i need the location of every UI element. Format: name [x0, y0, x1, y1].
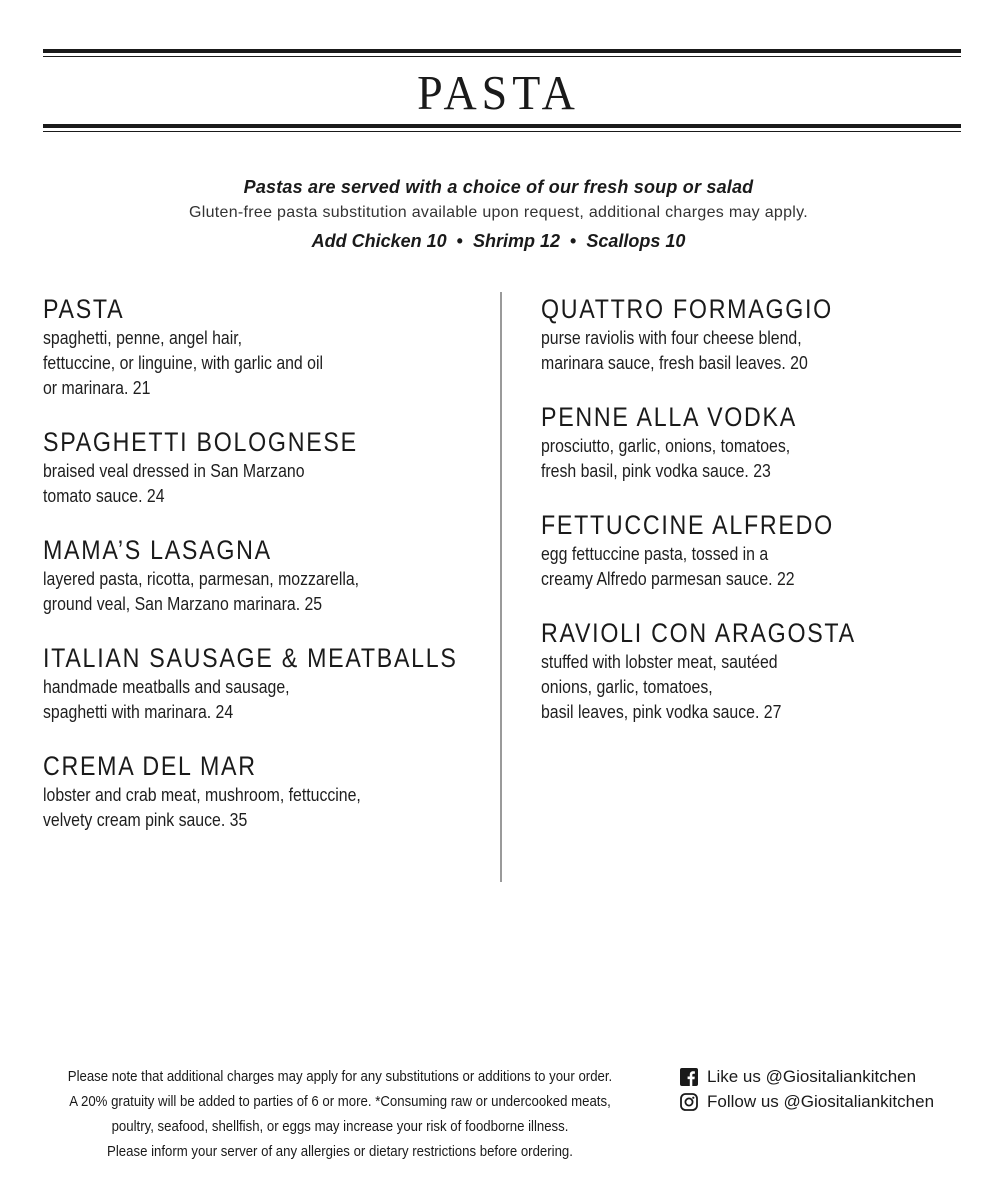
desc-line: basil leaves, pink vodka sauce. 27	[541, 702, 782, 722]
desc-line: spaghetti, penne, angel hair,	[43, 328, 243, 348]
footer-disclaimer	[67, 1064, 613, 1164]
addon-separator: •	[570, 231, 577, 251]
desc-line: egg fettuccine pasta, tossed in a	[541, 544, 769, 564]
menu-item-description	[43, 783, 483, 833]
desc-line: prosciutto, garlic, onions, tomatoes,	[541, 436, 791, 456]
intro-gluten-note: Gluten-free pasta substitution available upon request, additional charges may apply.	[188, 204, 809, 221]
facebook-handle: Like us @Giositaliankitchen	[707, 1067, 917, 1086]
menu-item-fettuccine-alfredo	[541, 508, 981, 592]
menu-item-quattro-formaggio	[541, 292, 981, 376]
addon-shrimp: Shrimp 12	[472, 231, 560, 251]
desc-line: braised veal dressed in San Marzano	[43, 461, 305, 481]
menu-item-name: PASTA	[43, 294, 125, 324]
top-rule-thick	[43, 49, 961, 53]
footer-line: Please inform your server of any allergies or dietary restrictions before ordering.	[107, 1143, 573, 1160]
menu-item-pasta	[43, 292, 483, 401]
menu-item-name: PENNE ALLA VODKA	[541, 402, 797, 432]
desc-line: lobster and crab meat, mushroom, fettuccine,	[43, 785, 361, 805]
desc-line: onions, garlic, tomatoes,	[541, 677, 713, 697]
intro-addons	[0, 226, 997, 256]
desc-line: marinara sauce, fresh basil leaves. 20	[541, 353, 808, 373]
desc-line: velvety cream pink sauce. 35	[43, 810, 248, 830]
menu-item-name: SPAGHETTI BOLOGNESE	[43, 427, 358, 457]
top-rule-thin	[43, 56, 961, 57]
bottom-rule-thick	[43, 124, 961, 128]
menu-item-name: FETTUCCINE ALFREDO	[541, 510, 834, 540]
bottom-rule-thin	[43, 131, 961, 132]
menu-item-sausage-meatballs	[43, 641, 483, 725]
instagram-handle: Follow us @Giositaliankitchen	[707, 1092, 935, 1111]
addon-separator: •	[456, 231, 463, 251]
menu-item-description	[43, 675, 483, 725]
facebook-icon	[680, 1068, 698, 1086]
intro	[0, 174, 997, 256]
desc-line: ground veal, San Marzano marinara. 25	[43, 594, 323, 614]
desc-line: tomato sauce. 24	[43, 486, 165, 506]
menu-item-name: ITALIAN SAUSAGE & MEATBALLS	[43, 643, 458, 673]
desc-line: stuffed with lobster meat, sautéed	[541, 652, 778, 672]
menu-item-description	[541, 434, 981, 484]
facebook-link[interactable]	[680, 1064, 934, 1089]
menu-item-name: CREMA DEL MAR	[43, 751, 257, 781]
menu-item-description	[43, 459, 483, 509]
desc-line: or marinara. 21	[43, 378, 151, 398]
menu-item-name: MAMA’S LASAGNA	[43, 535, 272, 565]
menu-column-left	[43, 292, 483, 857]
instagram-icon	[680, 1093, 698, 1111]
instagram-link[interactable]	[680, 1089, 934, 1114]
menu-item-description	[541, 326, 981, 376]
desc-line: creamy Alfredo parmesan sauce. 22	[541, 569, 795, 589]
desc-line: layered pasta, ricotta, parmesan, mozzarella,	[43, 569, 360, 589]
desc-line: fettuccine, or linguine, with garlic and oil	[43, 353, 324, 373]
menu-item-ravioli-con-aragosta	[541, 616, 981, 725]
addon-chicken: Add Chicken 10	[311, 231, 447, 251]
footer-line: A 20% gratuity will be added to parties of 6 or more. *Consuming raw or undercooked meats,	[69, 1093, 611, 1110]
menu-column-right	[541, 292, 981, 749]
menu-item-description	[541, 650, 981, 725]
menu-item-penne-alla-vodka	[541, 400, 981, 484]
desc-line: purse raviolis with four cheese blend,	[541, 328, 802, 348]
menu-item-spaghetti-bolognese	[43, 425, 483, 509]
menu-item-description	[43, 326, 483, 401]
menu-item-name: RAVIOLI CON ARAGOSTA	[541, 618, 856, 648]
footer-line: poultry, seafood, shellfish, or eggs may increase your risk of foodborne illness.	[111, 1118, 569, 1135]
desc-line: fresh basil, pink vodka sauce. 23	[541, 461, 771, 481]
menu-item-description	[43, 567, 483, 617]
social-links	[680, 1064, 934, 1114]
page-title: PASTA	[417, 65, 580, 120]
footer-line: Please note that additional charges may apply for any substitutions or additions to your order.	[67, 1068, 613, 1085]
intro-serving-note: Pastas are served with a choice of our fresh soup or salad	[243, 177, 754, 197]
menu-item-crema-del-mar	[43, 749, 483, 833]
menu-item-mamas-lasagna	[43, 533, 483, 617]
desc-line: spaghetti with marinara. 24	[43, 702, 234, 722]
menu-item-name: QUATTRO FORMAGGIO	[541, 294, 833, 324]
addon-scallops: Scallops 10	[586, 231, 686, 251]
column-divider	[500, 292, 502, 882]
desc-line: handmade meatballs and sausage,	[43, 677, 290, 697]
menu-item-description	[541, 542, 981, 592]
